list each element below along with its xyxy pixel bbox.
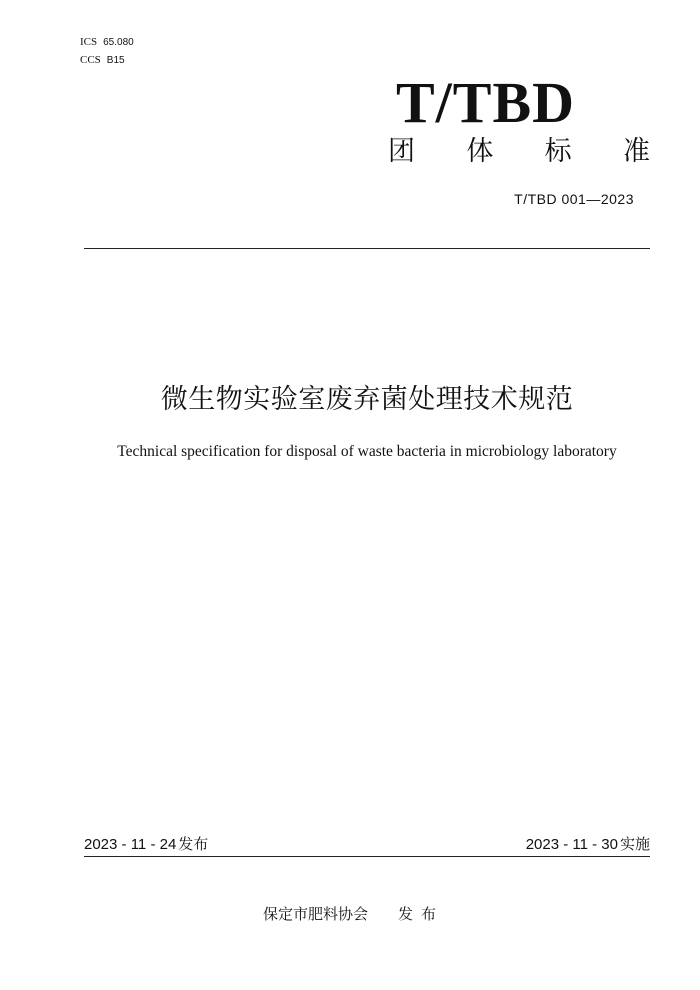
- publish-date: [84, 834, 208, 855]
- publish-date-value: 2023 - 11 - 24: [84, 836, 177, 853]
- document-title-zh: 微生物实验室废弃菌处理技术规范: [160, 384, 574, 415]
- footer-divider: [84, 856, 650, 857]
- standard-number: T/TBD 001—2023: [514, 191, 634, 207]
- standard-type-char: 体: [466, 136, 494, 167]
- ics-classification: [80, 35, 134, 50]
- implement-date: [526, 834, 650, 855]
- ccs-label: CCS: [80, 54, 101, 66]
- ics-label: ICS: [80, 36, 98, 48]
- ccs-classification: [80, 53, 125, 68]
- standard-type-char: 标: [544, 136, 572, 167]
- standard-type: [388, 134, 650, 170]
- publish-date-label: 发布: [178, 835, 209, 853]
- ics-code: 65.080: [103, 37, 134, 48]
- standard-type-char: 团: [388, 136, 415, 167]
- publisher-name: 保定市肥料协会: [263, 905, 369, 923]
- ccs-code: B15: [106, 55, 125, 66]
- implement-date-label: 实施: [619, 835, 650, 853]
- standard-type-char: 准: [622, 136, 650, 167]
- publisher-line: [263, 903, 444, 925]
- implement-date-value: 2023 - 11 - 30: [525, 836, 618, 853]
- document-title-en: Technical specification for disposal of waste bacteria in microbiology laboratory: [117, 443, 617, 460]
- header-divider: [84, 248, 650, 249]
- standard-mark: T/TBD: [396, 70, 576, 135]
- publish-verb: 发布: [398, 905, 445, 923]
